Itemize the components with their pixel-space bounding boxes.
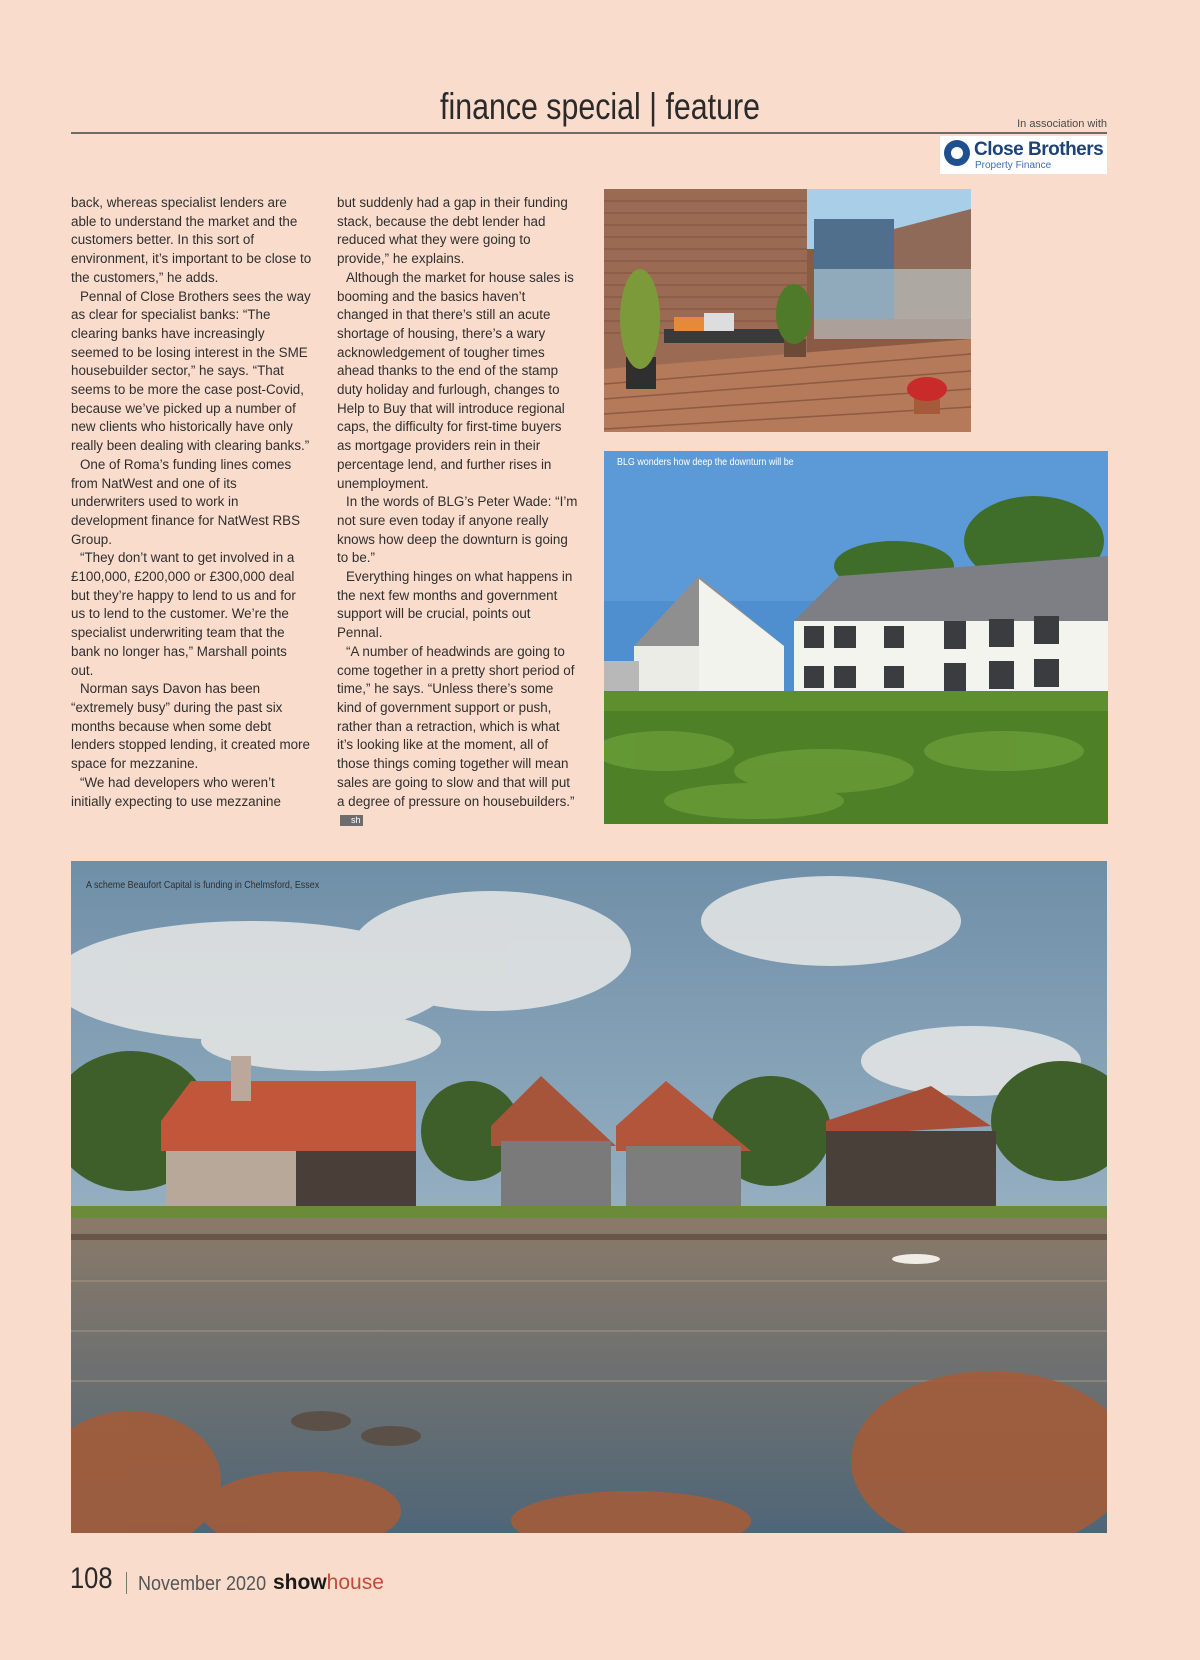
houses-caption: BLG wonders how deep the downturn will be bbox=[617, 456, 794, 468]
end-mark-icon: sh bbox=[340, 815, 363, 826]
paragraph: back, whereas specialist lenders are able to understand the market and the customers better. In this sort of environment, it’s important to be close to the customers,” he adds. bbox=[71, 195, 312, 285]
paragraph: Pennal of Close Brothers sees the way as clear for specialist banks: “The clearing banks have increasingly seemed to be losing interest in the SME housebuilder sector,” he says. “That seems to be more the case post-Covid, because we’ve picked up a number of new clients who historically have only really been dealing with clearing banks.” bbox=[71, 288, 311, 454]
paragraph: but suddenly had a gap in their funding stack, because the debt lender had reduced what they were going to provide,” he explains. bbox=[337, 195, 568, 267]
lake-development-photo bbox=[71, 861, 1107, 1533]
paragraph: Norman says Davon has been “extremely busy” during the past six months because when some debt lenders stopped lending, it created more space for mezzanine. bbox=[71, 681, 310, 772]
section-title: finance special | feature bbox=[440, 86, 760, 127]
logo-name: Close Brothers bbox=[974, 139, 1104, 160]
logo-subtitle: Property Finance bbox=[975, 160, 1052, 171]
paragraph-text: “A number of headwinds are going to come together in a pretty short period of time,” he says. “Unless there’s some kind of government support or push, rather than a retraction, which is what it’s looking like at the moment, all of those things coming together will mean sales are going to slow and that will put a degree of pressure on housebuilders.” bbox=[337, 643, 575, 809]
issue-date: November 2020 bbox=[138, 1573, 267, 1595]
terrace-photo bbox=[604, 189, 971, 432]
footer-divider bbox=[126, 1572, 127, 1594]
lake-caption: A scheme Beaufort Capital is funding in Chelmsford, Essex bbox=[86, 879, 320, 891]
brand-light: house bbox=[326, 1571, 384, 1594]
page-number: 108 bbox=[70, 1562, 113, 1595]
header-rule bbox=[71, 132, 1107, 134]
association-label: In association with bbox=[1017, 118, 1107, 130]
paragraph: Although the market for house sales is booming and the basics haven’t changed in that there’s still an acute shortage of housing, there’s a wary acknowledgement of tougher times ahead thanks to the end of the stamp duty holiday and furlough, changes to Help to Buy that will introduce regional caps, the difficulty for first-time buyers as mortgage providers rein in their percentage lend, and further rises in unemployment. bbox=[337, 269, 574, 491]
paragraph: In the words of BLG’s Peter Wade: “I’m not sure even today if anyone really knows how deep the downturn is going to be.” bbox=[337, 494, 578, 566]
paragraph: “They don’t want to get involved in a £100,000, £200,000 or £300,000 deal but they’re happy to lend to us and for us to lend to the customer. We’re the specialist underwriting team that the bank no longer has,” Marshall points out. bbox=[71, 550, 296, 678]
paragraph: One of Roma’s funding lines comes from NatWest and one of its underwriters used to work in development finance for NatWest RBS Group. bbox=[71, 456, 300, 547]
brand-bold: show bbox=[273, 1571, 327, 1594]
text-column-1 bbox=[71, 194, 312, 811]
paragraph-last bbox=[337, 643, 578, 830]
paragraph: Everything hinges on what happens in the next few months and government support will be crucial, points out Pennal. bbox=[337, 569, 573, 641]
sponsor-logo bbox=[940, 136, 1107, 174]
close-brothers-logo-icon bbox=[944, 140, 970, 166]
houses-photo bbox=[604, 451, 1108, 824]
paragraph: “We had developers who weren’t initially expecting to use mezzanine bbox=[71, 774, 281, 809]
magazine-brand bbox=[273, 1571, 384, 1595]
text-column-2 bbox=[337, 194, 578, 830]
